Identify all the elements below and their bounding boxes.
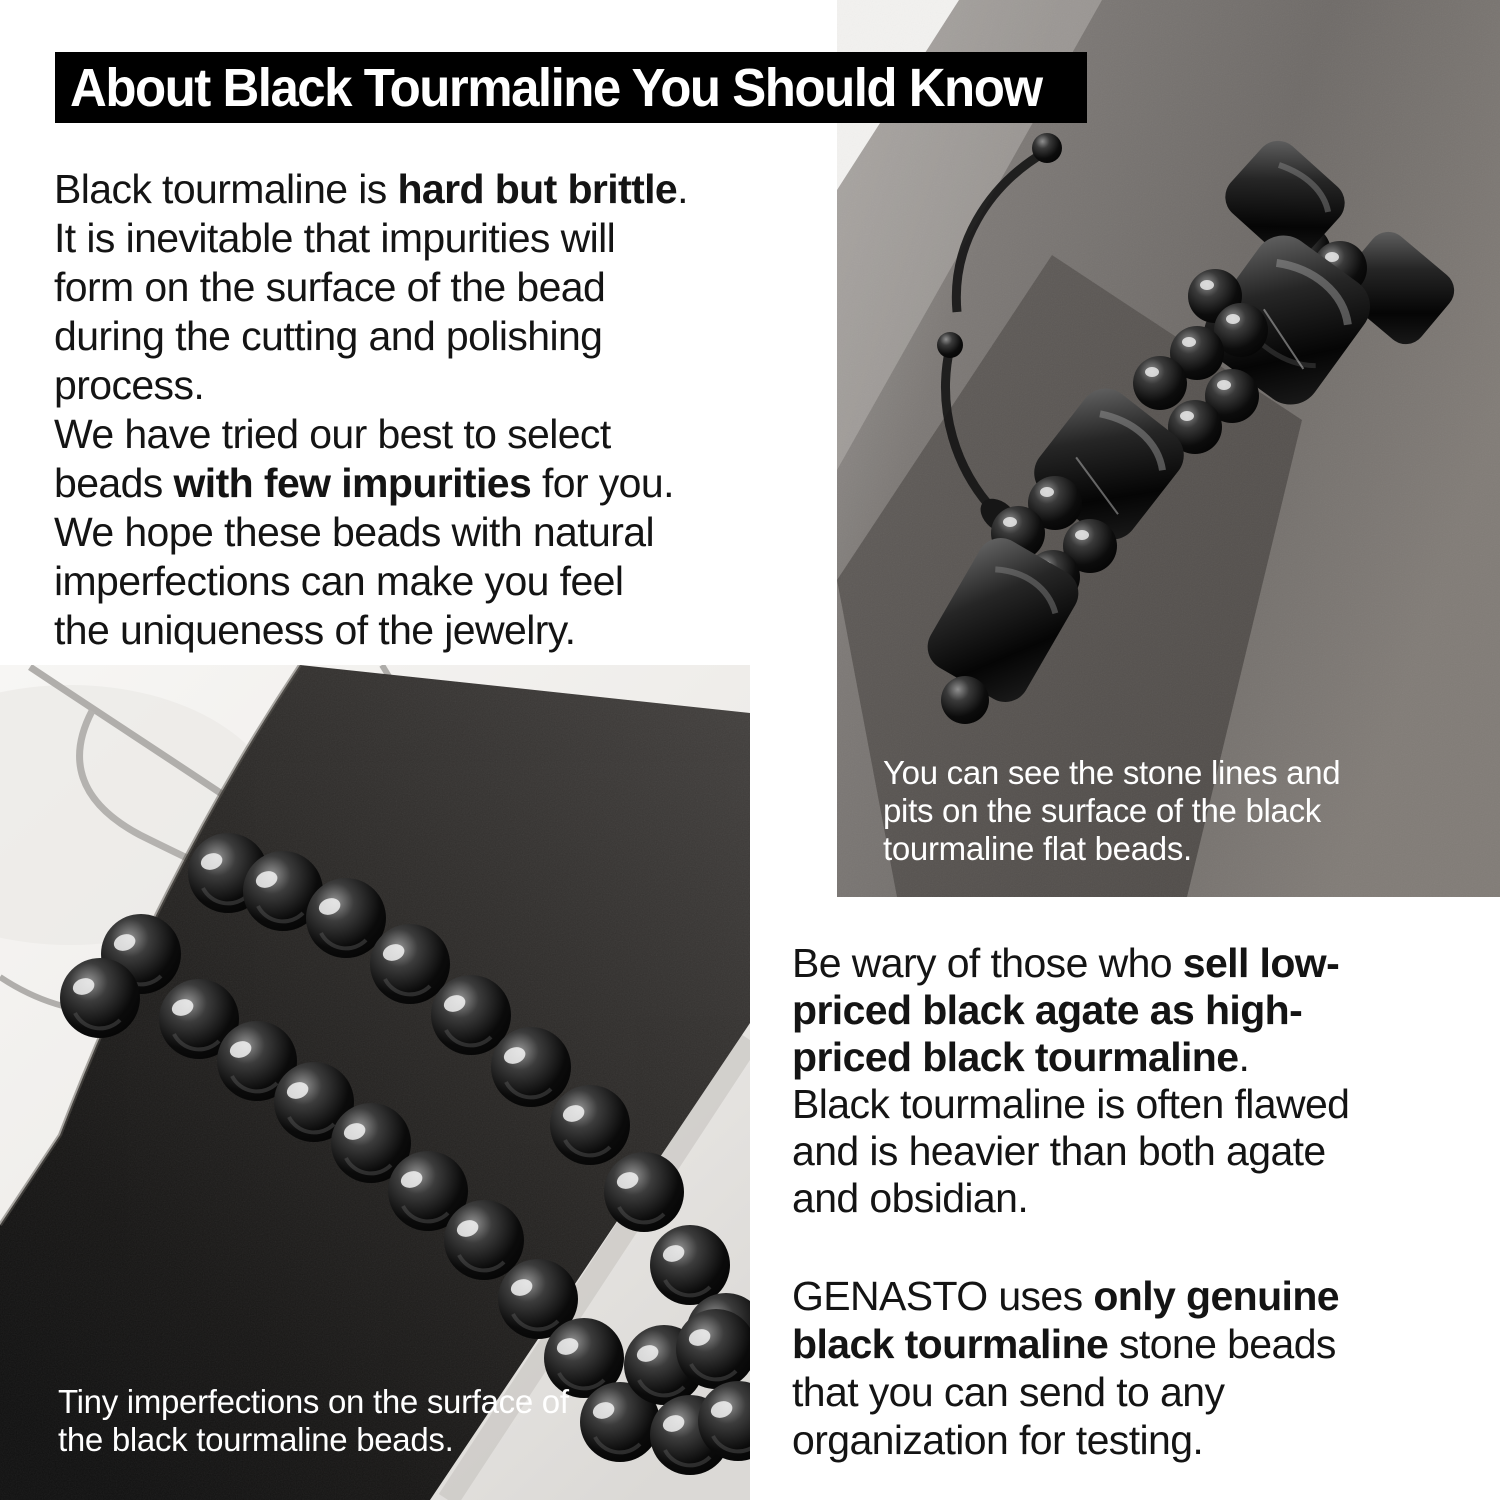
title-banner bbox=[55, 52, 1087, 123]
brand-paragraph: GENASTO uses only genuine black tourmaline stone beads that you can send to any organization for testing. bbox=[792, 1273, 1339, 1463]
flat-beads-caption: You can see the stone lines and pits on the surface of the black tourmaline flat beads. bbox=[883, 754, 1341, 867]
page-title: About Black Tourmaline You Should Know bbox=[70, 57, 1042, 118]
round-beads-caption: Tiny imperfections on the surface of the black tourmaline beads. bbox=[58, 1383, 569, 1458]
flat-bead-bracelet-photo bbox=[837, 0, 1500, 897]
round-bead-bracelet-illustration bbox=[0, 665, 750, 1500]
round-bead-bracelet-photo bbox=[0, 665, 750, 1500]
intro-paragraph: Black tourmaline is hard but brittle. It is inevitable that impurities will form on the surface of the bead during the cutting and polishing process. We have tried our best to select beads with few impurities for you. We hope these beads with natural imperfections can make you feel the uniqueness of the jewelry. bbox=[54, 166, 688, 653]
warning-paragraph: Be wary of those who sell low- priced black agate as high- priced black tourmaline. Black tourmaline is often flawed and is heavier than both agate and obsidian. bbox=[792, 940, 1350, 1221]
